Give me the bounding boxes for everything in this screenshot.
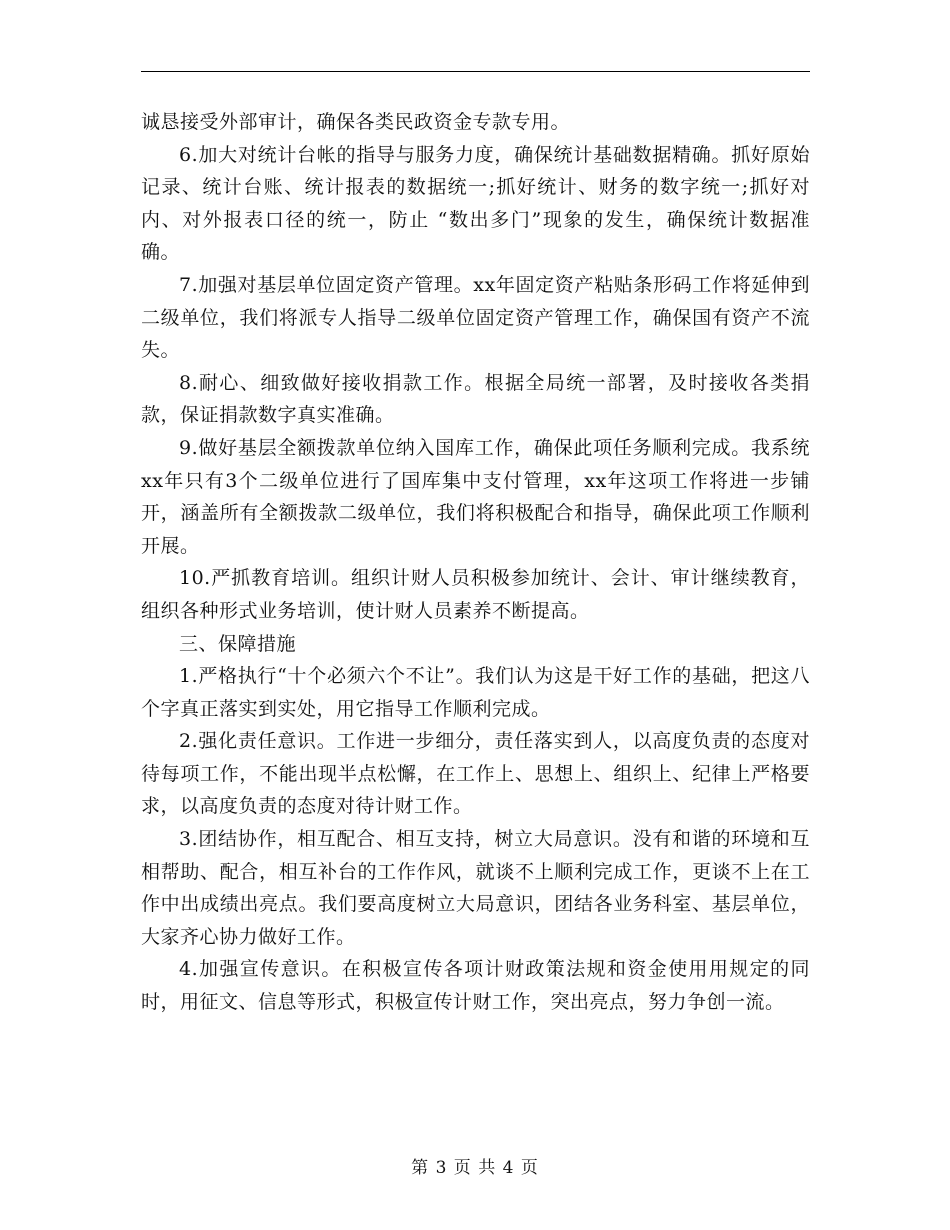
paragraph-measure-1: 1.严格执行“十个必须六个不让”。我们认为这是干好工作的基础，把这八个字真正落实到实处，用它指导工作顺利完成。: [141, 665, 810, 720]
paragraph-item-9: 9.做好基层全额拨款单位纳入国库工作，确保此项任务顺利完成。我系统xx年只有3个二级单位进行了国库集中支付管理，xx年这项工作将进一步铺开，涵盖所有全额拨款二级单位，我们将积极配合和指导，确保此项工作顺利开展。: [141, 436, 810, 557]
paragraph-continuation: 诚恳接受外部审计，确保各类民政资金专款专用。: [141, 111, 571, 133]
paragraph-item-6: 6.加大对统计台帐的指导与服务力度，确保统计基础数据精确。抓好原始记录、统计台账、统计报表的数据统一;抓好统计、财务的数字统一;抓好对内、对外报表口径的统一，防止 “数出多门”现象的发生，确保统计数据准确。: [141, 143, 810, 264]
section-heading-safeguards: 三、保障措施: [179, 632, 297, 655]
document-body: [141, 106, 810, 1019]
paragraph-item-10: 10.严抓教育培训。组织计财人员积极参加统计、会计、审计继续教育，组织各种形式业务培训，使计财人员素养不断提高。: [141, 567, 810, 622]
paragraph-item-7: 7.加强对基层单位固定资产管理。xx年固定资产粘贴条形码工作将延伸到二级单位，我们将派专人指导二级单位固定资产管理工作，确保国有资产不流失。: [141, 273, 810, 362]
paragraph-item-8: 8.耐心、细致做好接收捐款工作。根据全局统一部署，及时接收各类捐款，保证捐款数字真实准确。: [141, 371, 810, 427]
paragraph-measure-3: 3.团结协作，相互配合、相互支持，树立大局意识。没有和谐的环境和互相帮助、配合，相互补台的工作作风，就谈不上顺利完成工作，更谈不上在工作中出成绩出亮点。我们要高度树立大局意识，团结各业务科室、基层单位，大家齐心协力做好工作。: [141, 828, 810, 948]
paragraph-measure-2: 2.强化责任意识。工作进一步细分，责任落实到人，以高度负责的态度对待每项工作，不能出现半点松懈，在工作上、思想上、组织上、纪律上严格要求，以高度负责的态度对待计财工作。: [141, 730, 810, 818]
paragraph-measure-4: 4.加强宣传意识。在积极宣传各项计财政策法规和资金使用用规定的同时，用征文、信息等形式，积极宣传计财工作，突出亮点，努力争创一流。: [141, 958, 810, 1014]
page-number-footer: 第 3 页 共 4 页: [411, 1158, 539, 1178]
header-rule: [141, 71, 810, 72]
